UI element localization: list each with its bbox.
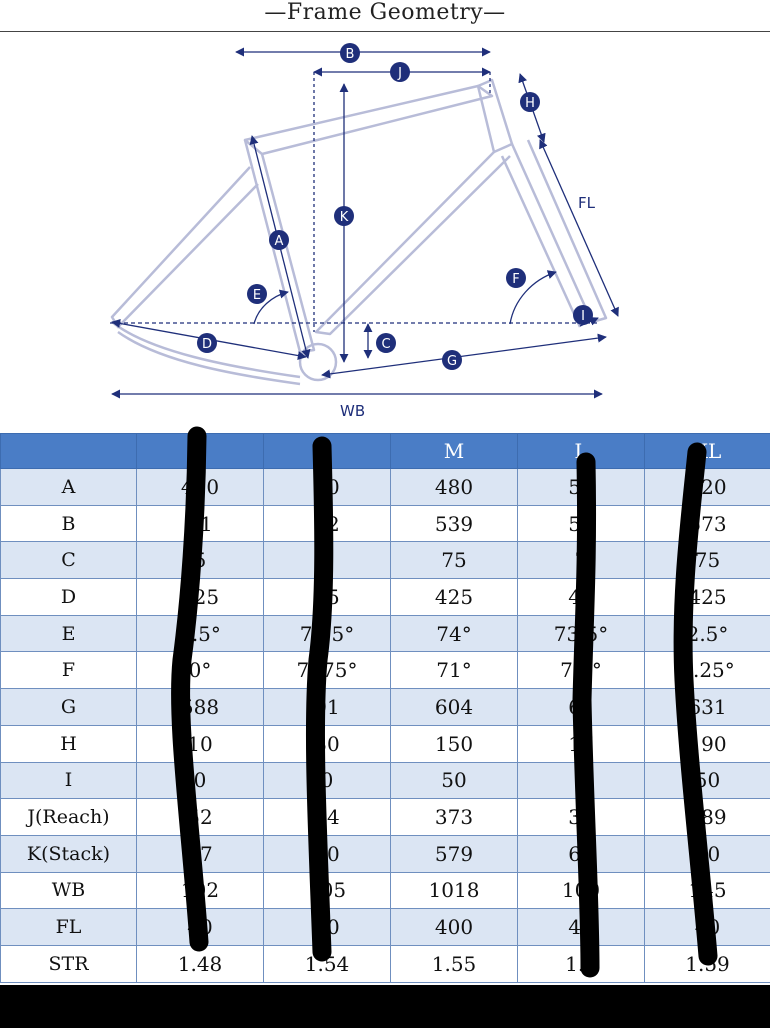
table-cell: 71.°: [518, 652, 645, 689]
svg-text:K: K: [339, 210, 349, 225]
table-cell: 2.5°: [645, 615, 770, 652]
badge-c: [376, 333, 396, 353]
header-size: M: [391, 434, 518, 469]
table-row: [1, 505, 770, 542]
table-cell: 631: [645, 689, 770, 726]
header-size: S: [137, 434, 264, 469]
row-label: I: [1, 762, 137, 799]
table-cell: 145: [645, 872, 770, 909]
dim-fl-line: [540, 140, 618, 316]
table-row: [1, 945, 770, 982]
badge-a: [269, 230, 289, 250]
table-cell: 425: [391, 579, 518, 616]
svg-text:A: A: [274, 234, 284, 249]
table-cell: 190: [645, 725, 770, 762]
table-cell: 1.54: [264, 945, 391, 982]
table-cell: 1.48: [137, 945, 264, 982]
svg-text:G: G: [446, 354, 458, 369]
table-cell: 34: [264, 799, 391, 836]
row-label: A: [1, 469, 137, 506]
table-row: [1, 579, 770, 616]
table-cell: 61: [518, 689, 645, 726]
table-cell: 102: [137, 872, 264, 909]
table-cell: 73.5°: [518, 615, 645, 652]
table-cell: 425: [137, 579, 264, 616]
table-cell: 1018: [391, 872, 518, 909]
geometry-table: [0, 433, 770, 983]
badge-g: [442, 350, 462, 370]
table-cell: 52: [137, 799, 264, 836]
table-cell: 75: [645, 542, 770, 579]
table-cell: 573: [645, 505, 770, 542]
table-row: [1, 872, 770, 909]
header-corner: [1, 434, 137, 469]
row-label: D: [1, 579, 137, 616]
table-cell: 539: [391, 505, 518, 542]
table-row: [1, 835, 770, 872]
table-cell: 0: [137, 762, 264, 799]
table-cell: 373: [391, 799, 518, 836]
page-title: —Frame Geometry—: [264, 0, 506, 25]
badge-h: [520, 92, 540, 112]
dimension-badges: [197, 43, 593, 370]
row-label: STR: [1, 945, 137, 982]
dimension-lines: [110, 52, 618, 394]
table-cell: 400: [391, 909, 518, 946]
badge-d: [197, 333, 217, 353]
table-cell: 56: [518, 505, 645, 542]
table-cell: 60: [518, 835, 645, 872]
table-cell: 50: [391, 762, 518, 799]
dim-g-line: [322, 337, 606, 375]
table-cell: 40: [518, 909, 645, 946]
svg-text:E: E: [252, 288, 262, 303]
table-cell: 20: [645, 835, 770, 872]
table-cell: 1.5: [518, 945, 645, 982]
table-row: [1, 909, 770, 946]
table-cell: 7.5°: [137, 615, 264, 652]
badge-e: [247, 284, 267, 304]
table-cell: 389: [645, 799, 770, 836]
table-cell: 1.59: [645, 945, 770, 982]
svg-text:D: D: [201, 337, 213, 352]
table-cell: 10: [137, 725, 264, 762]
table-cell: 40: [137, 909, 264, 946]
header-size: L: [518, 434, 645, 469]
table-cell: 5: [518, 762, 645, 799]
table-cell: 30: [264, 725, 391, 762]
table-cell: 50: [645, 762, 770, 799]
table-cell: 1.55: [391, 945, 518, 982]
header-size: [264, 434, 391, 469]
table-cell: 7.25°: [645, 652, 770, 689]
table-cell: 71°: [391, 652, 518, 689]
table-cell: 57: [137, 835, 264, 872]
table-cell: 75: [391, 542, 518, 579]
row-label: F: [1, 652, 137, 689]
table-row: [1, 469, 770, 506]
table-cell: 91: [264, 689, 391, 726]
table-cell: 40: [264, 909, 391, 946]
table-row: [1, 799, 770, 836]
table-cell: 74.5°: [264, 615, 391, 652]
table-cell: 7: [518, 542, 645, 579]
svg-text:I: I: [581, 309, 585, 324]
table-cell: 604: [391, 689, 518, 726]
table-cell: 425: [645, 579, 770, 616]
table-row: [1, 615, 770, 652]
svg-text:C: C: [381, 337, 391, 352]
table-row: [1, 689, 770, 726]
table-cell: 7075°: [264, 652, 391, 689]
row-label: G: [1, 689, 137, 726]
table-row: [1, 725, 770, 762]
table-cell: 480: [391, 469, 518, 506]
table-cell: 105: [264, 872, 391, 909]
table-row: [1, 542, 770, 579]
table-cell: 40: [645, 909, 770, 946]
row-label: J(Reach): [1, 799, 137, 836]
table-cell: 520: [645, 469, 770, 506]
row-label: B: [1, 505, 137, 542]
table-cell: 579: [391, 835, 518, 872]
svg-text:B: B: [345, 47, 355, 62]
frame-geometry-diagram: [0, 32, 770, 432]
black-bottom-bar: [0, 985, 770, 1028]
table-cell: 7: [264, 542, 391, 579]
table-cell: 50: [518, 469, 645, 506]
badge-b: [340, 43, 360, 63]
table-cell: 74°: [391, 615, 518, 652]
row-label: E: [1, 615, 137, 652]
table-cell: 50: [264, 835, 391, 872]
svg-text:J: J: [398, 66, 402, 81]
header-size: XL: [645, 434, 770, 469]
row-label: WB: [1, 872, 137, 909]
row-label: FL: [1, 909, 137, 946]
table-cell: 52: [264, 505, 391, 542]
table-cell: 0: [264, 762, 391, 799]
table-cell: 0°: [137, 652, 264, 689]
table-row: [1, 652, 770, 689]
table-cell: 17: [518, 725, 645, 762]
table-cell: 45: [518, 579, 645, 616]
badge-f: [506, 268, 526, 288]
table-row: [1, 762, 770, 799]
frame-outline: [112, 80, 606, 384]
table-cell: 588: [137, 689, 264, 726]
table-cell: 38: [518, 799, 645, 836]
svg-text:F: F: [512, 272, 520, 287]
table-cell: 40: [264, 469, 391, 506]
svg-text:H: H: [525, 96, 535, 111]
row-label: C: [1, 542, 137, 579]
wb-label: WB: [340, 402, 366, 420]
fl-label: FL: [578, 194, 595, 212]
badge-j: [390, 62, 410, 82]
table-cell: 150: [391, 725, 518, 762]
table-cell: 45: [264, 579, 391, 616]
table-cell: 420: [137, 469, 264, 506]
badge-i: [573, 305, 593, 325]
table-header-row: [1, 434, 770, 469]
table-cell: 11: [137, 505, 264, 542]
badge-k: [334, 206, 354, 226]
table-cell: 5: [137, 542, 264, 579]
table-cell: 100: [518, 872, 645, 909]
row-label: H: [1, 725, 137, 762]
row-label: K(Stack): [1, 835, 137, 872]
